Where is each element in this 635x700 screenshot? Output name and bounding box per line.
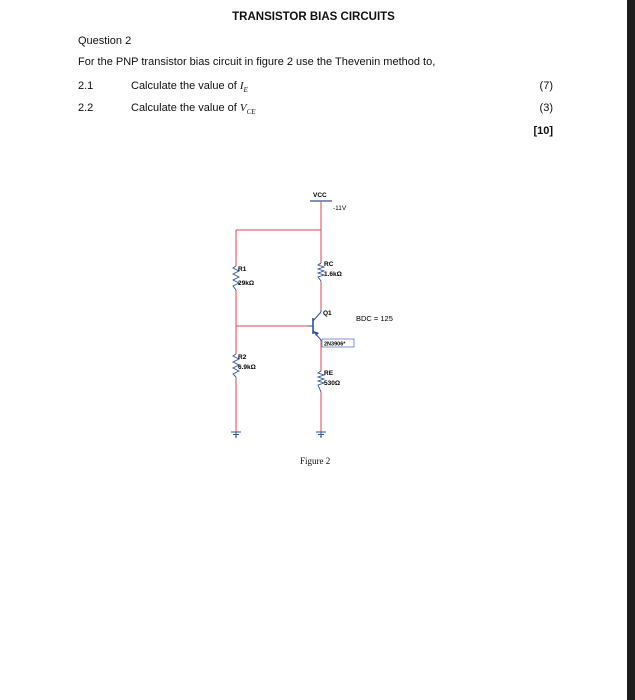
item-marks-2-2: (3) [539,102,553,114]
item-number-2-2: 2.2 [78,102,94,114]
q1-name: Q1 [323,310,332,317]
vcc-value: -11V [333,205,347,212]
r1-value: 29kΩ [238,280,255,287]
item-text: Calculate the value of [131,102,240,114]
r1-name: R1 [238,266,247,273]
item-number-2-1: 2.1 [78,80,94,92]
total-marks: [10] [533,125,553,137]
q1-transistor [308,310,321,341]
question-intro: For the PNP transistor bias circuit in figure 2 use the Thevenin method to, [78,56,436,68]
item-text: Calculate the value of [131,80,240,92]
re-value: 530Ω [324,380,341,387]
item-marks-2-1: (7) [539,80,553,92]
vcc-label: VCC [313,192,327,199]
document-title: TRANSISTOR BIAS CIRCUITS [232,11,395,23]
rc-value: 1.6kΩ [324,271,342,278]
re-name: RE [324,370,334,377]
variable-vce: $V_{CE}$ [239,102,256,117]
variable-ie: $I_E$ [239,80,248,95]
beta-label: BDC = 125 [356,314,393,323]
viewer-edge [627,0,635,700]
r2-name: R2 [238,354,247,361]
r2-value: 6.9kΩ [238,364,256,371]
wires [236,201,321,432]
figure-caption: Figure 2 [300,456,331,466]
q1-part: 2N3906* [324,341,346,348]
question-heading: Question 2 [78,35,132,47]
ground-symbols [231,432,326,437]
rc-name: RC [324,261,334,268]
